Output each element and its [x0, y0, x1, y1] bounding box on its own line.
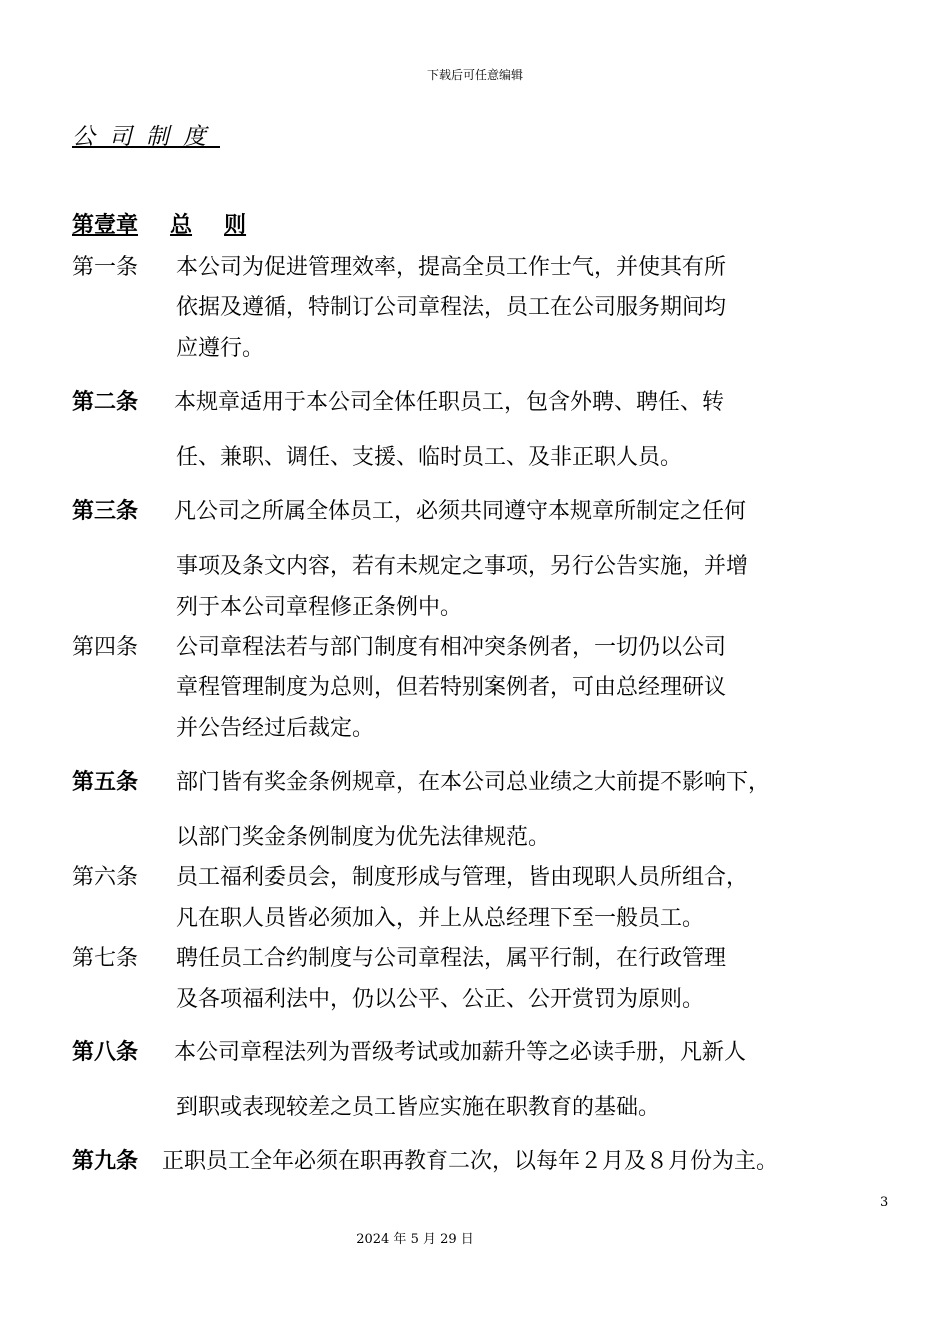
article-3-line-1: 凡公司之所属全体员工，必须共同遵守本规章所制定之任何 — [174, 499, 747, 524]
article-8-line-2: 到职或表现较差之员工皆应实施在职教育的基础。 — [176, 1095, 661, 1120]
article-7-line-1: 聘任员工合约制度与公司章程法，属平行制，在行政管理 — [176, 946, 727, 971]
article-4-line-1: 公司章程法若与部门制度有相冲突条例者，一切仍以公司 — [176, 635, 727, 660]
article-5-line-2: 以部门奖金条例制度为优先法律规范。 — [176, 825, 551, 850]
article-9-label: 第九条 — [72, 1149, 139, 1174]
article-1-line-2: 依据及遵循，特制订公司章程法，员工在公司服务期间均 — [176, 295, 727, 320]
article-3-label: 第三条 — [72, 499, 139, 524]
article-7-label: 第七条 — [72, 946, 139, 971]
article-2-line-2: 任、兼职、调任、支援、临时员工、及非正职人员。 — [176, 445, 683, 470]
article-1-line-1: 本公司为促进管理效率，提高全员工作士气，并使其有所 — [176, 255, 727, 280]
footer-date: 2024 年 5 月 29 日 — [356, 1232, 474, 1247]
article-2-label: 第二条 — [72, 390, 139, 415]
article-1-line-3: 应遵行。 — [176, 336, 265, 361]
article-6-label: 第六条 — [72, 865, 139, 890]
article-5-label: 第五条 — [72, 770, 139, 795]
article-3-line-2: 事项及条文内容，若有未规定之事项，另行公告实施，并增 — [176, 554, 749, 579]
chapter-number: 第壹章 — [72, 213, 139, 238]
article-3-line-3: 列于本公司章程修正条例中。 — [176, 595, 463, 620]
article-6-line-2: 凡在职人员皆必须加入，并上从总经理下至一般员工。 — [176, 906, 705, 931]
header-note: 下载后可任意编辑 — [426, 68, 523, 82]
article-8-line-1: 本公司章程法列为晋级考试或加薪升等之必读手册，凡新人 — [174, 1040, 747, 1065]
article-5-line-1: 部门皆有奖金条例规章，在本公司总业绩之大前提不影响下， — [176, 770, 771, 795]
document-title: 公司制度 — [72, 124, 220, 150]
article-8-label: 第八条 — [72, 1040, 139, 1065]
article-4-label: 第四条 — [72, 635, 139, 660]
page-number: 3 — [880, 1195, 889, 1210]
article-4-line-3: 并公告经过后裁定。 — [176, 716, 375, 741]
article-9-line-1: 正职员工全年必须在职再教育二次，以每年２月及８月份为主。 — [162, 1149, 779, 1174]
chapter-title-part2: 则 — [224, 213, 247, 238]
article-6-line-1: 员工福利委员会，制度形成与管理，皆由现职人员所组合， — [176, 865, 749, 890]
chapter-heading — [72, 208, 246, 239]
article-4-line-2: 章程管理制度为总则，但若特别案例者，可由总经理研议 — [176, 675, 727, 700]
chapter-title-part1: 总 — [170, 213, 193, 238]
article-1-label: 第一条 — [72, 255, 139, 280]
article-7-line-2: 及各项福利法中，仍以公平、公正、公开赏罚为原则。 — [176, 987, 705, 1012]
article-2-line-1: 本规章适用于本公司全体任职员工，包含外聘、聘任、转 — [174, 390, 725, 415]
